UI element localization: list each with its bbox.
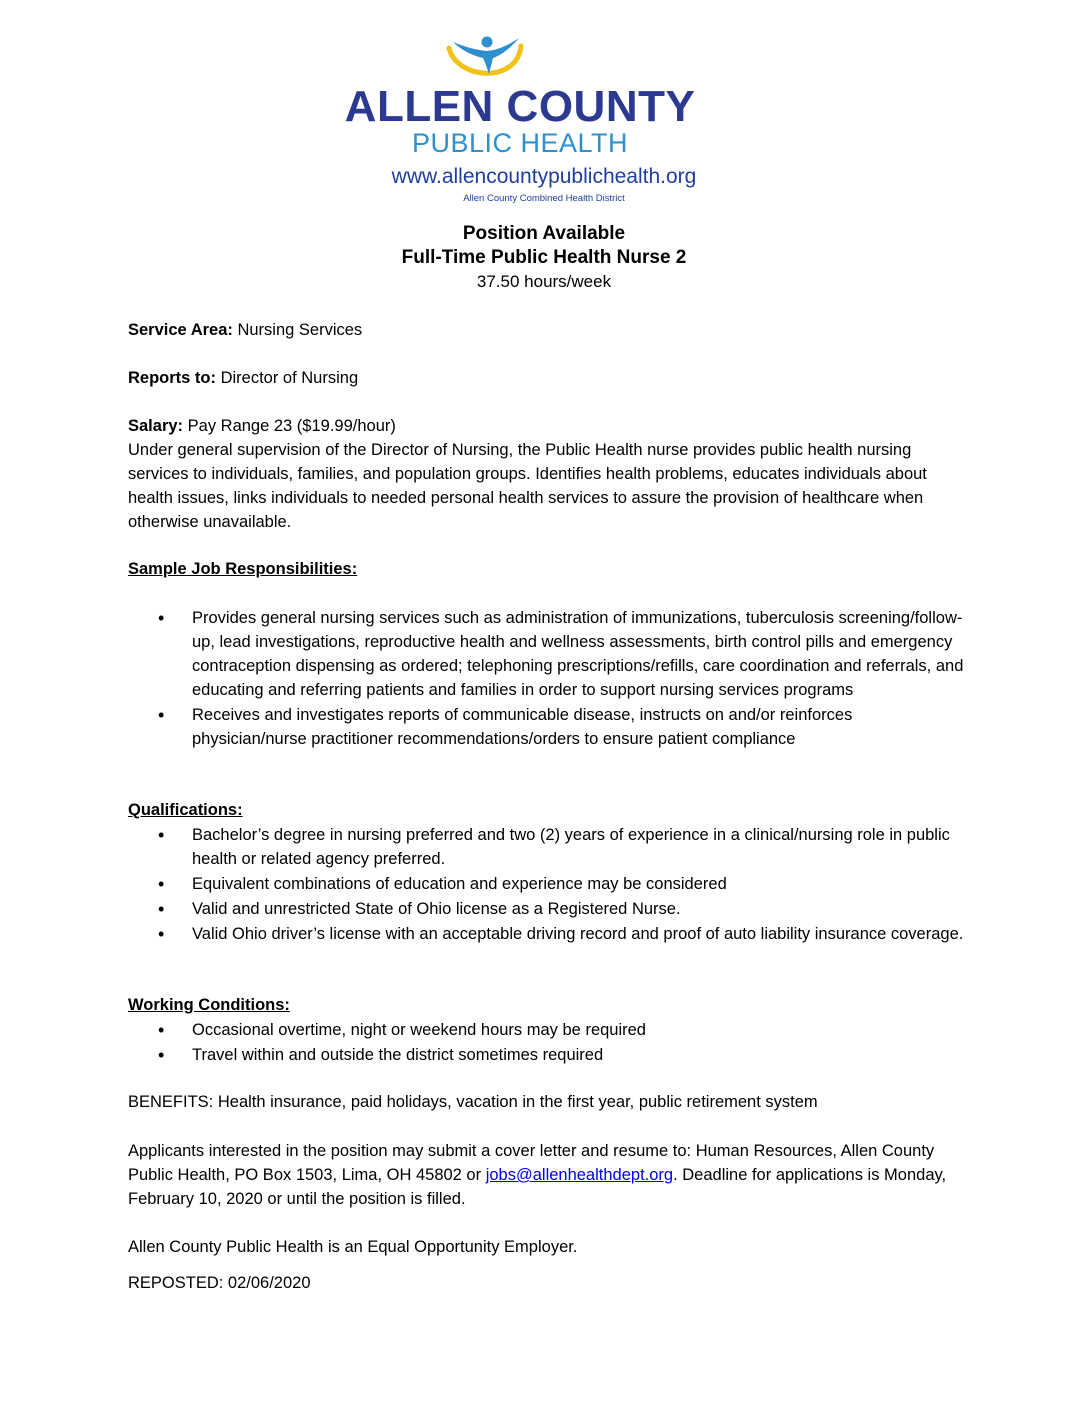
salary-line [128, 414, 396, 438]
job-description: Under general supervision of the Director of Nursing, the Public Health nurse provides public health nursing services to individuals, families, and population groups. Identifies health problems, educates individuals about health issues, links individuals to needed personal health services to assure the provision of healthcare when otherwise unavailable. [128, 441, 927, 531]
qualifications-heading-text: Qualifications: [128, 801, 243, 819]
hours-per-week: 37.50 hours/week [476, 272, 612, 291]
responsibilities-heading-text: Sample Job Responsibilities: [128, 560, 358, 578]
qualifications-heading [128, 798, 243, 822]
service-area-line [128, 318, 362, 342]
salary-value: Pay Range 23 ($19.99/hour) [183, 417, 396, 435]
responsibilities-heading [128, 557, 357, 581]
working-conditions-list [128, 1018, 968, 1068]
list-item: • Valid Ohio driver’s license with an acceptable driving record and proof of auto liability insurance coverage. [128, 922, 968, 946]
apply-text-before: Applicants interested in the position may submit a cover letter and resume to: Human Resources, Allen County Public Health, PO Box 1503, Lima, OH 45802 or [128, 1142, 935, 1184]
list-item: • Valid and unrestricted State of Ohio license as a Registered Nurse. [128, 897, 968, 921]
email-link[interactable]: jobs@allenhealthdept.org [485, 1166, 674, 1184]
list-item: • Receives and investigates reports of communicable disease, instructs on and/or reinforces physician/nurse practitioner recommendations/orders to ensure patient compliance [128, 703, 968, 751]
working-conditions-heading [128, 993, 290, 1017]
list-item: • Equivalent combinations of education and experience may be considered [128, 872, 968, 896]
benefits-line: BENEFITS: Health insurance, paid holidays, vacation in the first year, public retirement system [128, 1093, 818, 1111]
district-name: Allen County Combined Health District [463, 193, 625, 204]
list-item: • Bachelor’s degree in nursing preferred and two (2) years of experience in a clinical/nursing role in public health or related agency preferred. [128, 823, 968, 871]
responsibilities-list [128, 606, 968, 752]
agency-logo [315, 34, 725, 156]
person-arc-icon [443, 34, 543, 84]
salary-label: Salary: [128, 417, 184, 435]
reports-to-line [128, 366, 358, 390]
position-available-title: Position Available [462, 223, 626, 244]
list-item: • Occasional overtime, night or weekend hours may be required [128, 1018, 968, 1042]
job-title: Full-Time Public Health Nurse 2 [401, 247, 687, 268]
apply-instructions [128, 1139, 958, 1211]
equal-opportunity-statement: Allen County Public Health is an Equal Opportunity Employer. [128, 1238, 578, 1256]
qualifications-list [128, 823, 968, 947]
reports-to-label: Reports to: [128, 369, 216, 387]
reposted-date: REPOSTED: 02/06/2020 [128, 1274, 311, 1292]
reports-to-value: Director of Nursing [216, 369, 359, 387]
list-item: • Provides general nursing services such as administration of immunizations, tuberculosis screening/follow-up, lead investigations, reproductive health and wellness assessments, birth control pills and emergency contraception dispensing as ordered; telephoning prescriptions/refills, care coordination and referrals, and educating and referring patients and families in order to support nursing services programs [128, 606, 968, 702]
logo-sub-text: PUBLIC HEALTH [411, 128, 629, 158]
website-url[interactable]: www.allencountypublichealth.org [391, 165, 697, 188]
service-area-value: Nursing Services [232, 321, 363, 339]
working-conditions-heading-text: Working Conditions: [128, 996, 290, 1014]
apply-text-after: . Deadline for applications is Monday, February 10, 2020 or until the position is filled. [128, 1166, 947, 1208]
list-item: • Travel within and outside the district sometimes required [128, 1043, 968, 1067]
service-area-label: Service Area: [128, 321, 233, 339]
logo-main-text: ALLEN COUNTY [344, 82, 696, 131]
